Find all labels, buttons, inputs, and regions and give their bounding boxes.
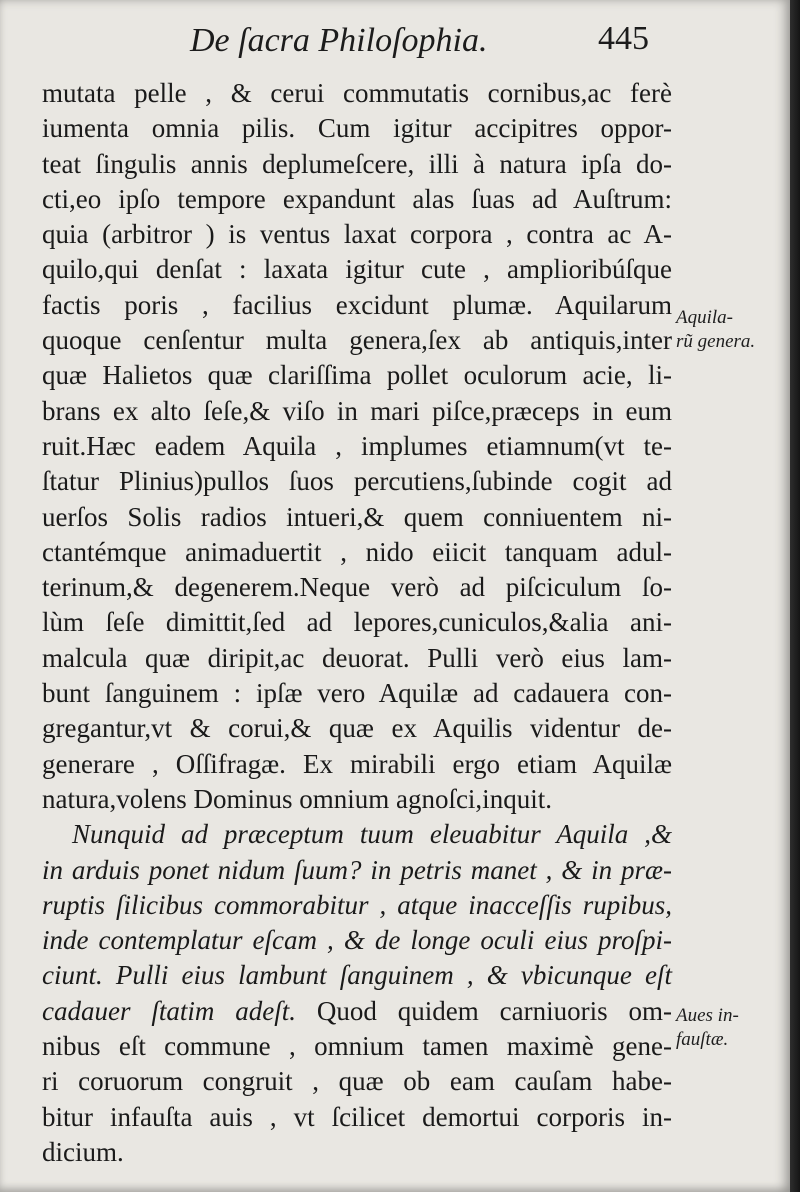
text-line: ruit.Hæc eadem Aquila , implumes etiamnum(vt te-: [42, 430, 672, 461]
margin-note-line: Aquila-: [676, 307, 733, 328]
text-line: factis poris , facilius excidunt plumæ. Aquilarum: [42, 289, 672, 320]
quotation-line: inde contemplatur eſcam , & de longe oculi eius proſpi-: [42, 925, 672, 956]
text-line: mutata pelle , & cerui commutatis cornibus,ac ferè: [42, 78, 672, 108]
text-line: dicium.: [42, 1136, 124, 1167]
text-line: teat ſingulis annis deplumeſcere, illi à natura ipſa do-: [42, 148, 672, 179]
margin-note-aues-infaustae: [676, 1004, 786, 1052]
text-line: iumenta omnia pilis. Cum igitur accipitres oppor-: [42, 113, 672, 144]
text-line: uerſos Solis radios intueri,& quem conniuentem ni-: [42, 501, 672, 532]
text-line: quoque cenſentur multa genera,ſex ab antiquis,inter: [42, 325, 672, 356]
margin-note-line: Aues in-: [676, 1005, 739, 1026]
text-line: cti,eo ipſo tempore expandunt alas ſuas ad Auſtrum:: [42, 183, 672, 214]
text-line: terinum,& degenerem.Neque verò ad piſciculum ſo-: [42, 572, 672, 603]
quotation-line: Nunquid ad præceptum tuum eleuabitur Aquila ,&: [72, 819, 672, 850]
text-line: bunt ſanguinem : ipſæ vero Aquilæ ad cadauera con-: [42, 678, 672, 709]
text-line: lùm ſeſe dimittit,ſed ad lepores,cuniculos,&alia ani-: [42, 607, 672, 638]
text-line: nibus eſt commune , omnium tamen maximè gene-: [42, 1031, 672, 1062]
text-line: ſtatur Plinius)pullos ſuos percutiens,ſubinde cogit ad: [42, 466, 672, 497]
quotation-line: ruptis ſilicibus commorabitur , atque inacceſſis rupibus,: [42, 889, 672, 920]
quotation-line: ciunt. Pulli eius lambunt ſanguinem , & vbicunque eſt: [42, 960, 672, 991]
text-line: quia (arbitror ) is ventus laxat corpora , contra ac A-: [42, 219, 672, 250]
text-line: quilo,qui denſat : laxata igitur cute , amplioribúſque: [42, 254, 672, 285]
running-title: De ſacra Philoſophia.: [190, 22, 488, 59]
text-line: malcula quæ diripit,ac deuorat. Pulli verò eius lam-: [42, 642, 672, 673]
margin-note-line: fauſtæ.: [676, 1029, 729, 1050]
text-line: quæ Halietos quæ clariſſima pollet oculorum acie, li-: [42, 360, 672, 391]
text-line: generare , Oſſifragæ. Ex mirabili ergo etiam Aquilæ: [42, 748, 672, 779]
text-line: brans ex alto ſeſe,& viſo in mari piſce,præceps in eum: [42, 395, 672, 426]
page-number: 445: [598, 20, 649, 57]
text-continuation: Quod quidem carniuoris om-: [296, 995, 672, 1026]
text-line: natura,volens Dominus omnium agnoſci,inquit.: [42, 783, 552, 814]
text-line: ctantémque animaduertit , nido eiicit tanquam adul-: [42, 536, 672, 567]
text-line: [42, 994, 672, 1029]
quotation-line: in arduis ponet nidum ſuum? in petris manet , & in præ-: [42, 854, 672, 885]
page-edge-shadow: [790, 0, 800, 1192]
quotation-end: cadauer ſtatim adeſt.: [42, 995, 296, 1026]
margin-note-aquilarum-genera: [676, 306, 786, 354]
text-line: ri coruorum congruit , quæ ob eam cauſam habe-: [42, 1066, 672, 1097]
margin-note-line: rũ genera.: [676, 331, 756, 352]
text-line: bitur infauſta auis , vt ſcilicet demortui corporis in-: [42, 1101, 672, 1132]
main-text: [42, 76, 672, 1170]
text-line: gregantur,vt & corui,& quæ ex Aquilis videntur de-: [42, 713, 672, 744]
